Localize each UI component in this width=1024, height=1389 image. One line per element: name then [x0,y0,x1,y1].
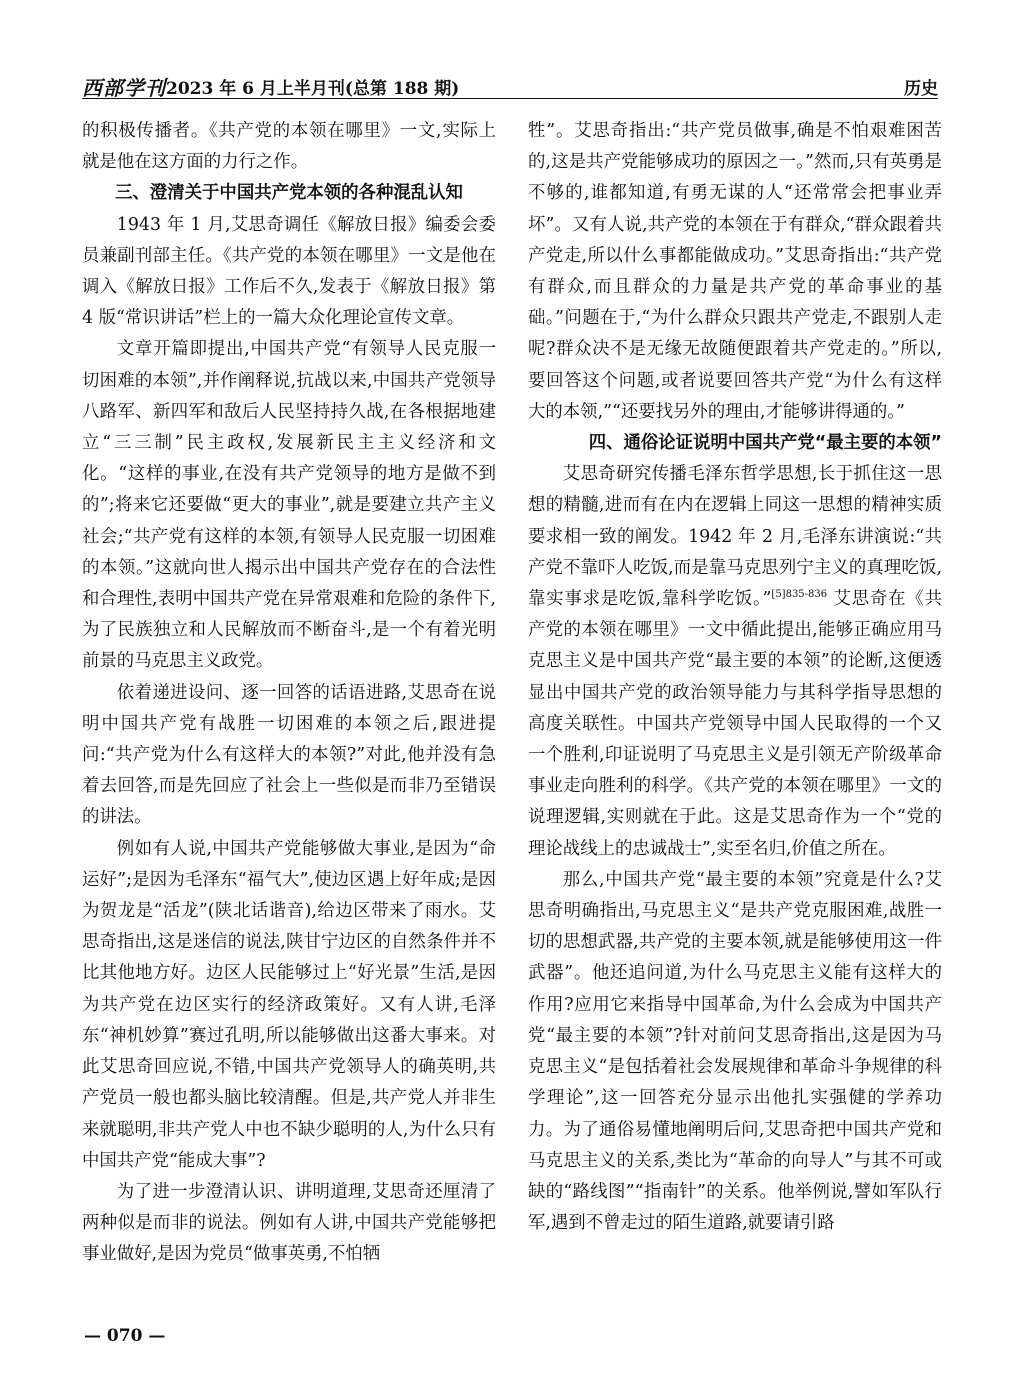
paragraph: 例如有人说,中国共产党能够做大事业,是因为“命运好”;是因为毛泽东“福气大”,使边区遇上好年成;是因为贺龙是“活龙”(陕北话谐音),给边区带来了雨水。艾思奇指出,这是迷信的说法,陕甘宁边区的自然条件并不比其他地方好。边区人民能够过上“好光景”生活,是因为共产党在边区实行的经济政策好。又有人讲,毛泽东“神机妙算”赛过孔明,所以能够做出这番大事来。对此艾思奇回应说,不错,中国共产党领导人的确英明,共产党员一般也都头脑比较清醒。但是,共产党人并非生来就聪明,非共产党人中也不缺少聪明的人,为什么只有中国共产党“能成大事”? [82,838,496,1171]
journal-logo: 西部学刊 [82,76,166,100]
right-column [528,116,942,1326]
paragraph-text: 艾思奇在《共产党的本领在哪里》一文中循此提出,能够正确应用马克思主义是中国共产党“最主要的本领”的论断,这便透显出中国共产党的政治领导能力与其科学指导思想的高度关联性。中国共产党领导中国人民取得的一个又一个胜利,印证说明了马克思主义是引领无产阶级革命事业走向胜利的科学。《共产党的本领在哪里》一文的说理逻辑,实则就在于此。这是艾思奇作为一个“党的理论战线上的忠诚战士”,实至名归,价值之所在。 [528,589,942,859]
paragraph: 依着递进设问、逐一回答的话语进路,艾思奇在说明中国共产党有战胜一切困难的本领之后,跟进提问:“共产党为什么有这样大的本领?”对此,他并没有急着去回答,而是先回应了社会上一些似是而非乃至错误的讲法。 [82,682,496,828]
section-heading: 三、澄清关于中国共产党本领的各种混乱认知 [115,183,463,204]
left-column [82,116,496,1326]
paragraph-text: 艾思奇研究传播毛泽东哲学思想,长于抓住这一思想的精髓,进而有在内在逻辑上同这一思想的精神实质要求相一致的阐发。1942 年 2 月,毛泽东讲演说:“共产党不靠吓人吃饭,而是靠马克思列宁主义的真理吃饭,靠实事求是吃饭,靠科学吃饭。” [528,464,942,610]
issue-info: 2023 年 6 月上半月刊(总第 188 期) [166,79,460,99]
page-number: — 070 — [84,1326,166,1346]
paragraph: 牲”。艾思奇指出:“共产党员做事,确是不怕艰难困苦的,这是共产党能够成功的原因之一。”然而,只有英勇是不够的,谁都知道,有勇无谋的人“还常常会把事业弄坏”。又有人说,共产党的本领在于有群众,“群众跟着共产党走,所以什么事都能做成功。”艾思奇指出:“共产党有群众,而且群众的力量是共产党的革命事业的基础。”问题在于,“为什么群众只跟共产党走,不跟别人走呢?群众决不是无缘无故随便跟着共产党走的。”所以,要回答这个问题,或者说要回答共产党“为什么有这样大的本领,”“还要找另外的理由,才能够讲得通的。” [528,121,942,422]
paragraph [528,459,942,865]
paragraph: 为了进一步澄清认识、讲明道理,艾思奇还厘清了两种似是而非的说法。例如有人讲,中国共产党能够把事业做好,是因为党员“做事英勇,不怕牺 [82,1181,496,1265]
paragraph: 的积极传播者。《共产党的本领在哪里》一文,实际上就是他在这方面的力行之作。 [82,121,496,173]
running-header [82,70,938,100]
paragraph: 文章开篇即提出,中国共产党“有领导人民克服一切困难的本领”,并作阐释说,抗战以来,中国共产党领导八路军、新四军和敌后人民坚持持久战,在各根据地建立“三三制”民主政权,发展新民主主义经济和文化。“这样的事业,在没有共产党领导的地方是做不到的”;将来它还要做“更大的事业”,就是要建立共产主义社会;“共产党有这样的本领,有领导人民克服一切困难的本领。”这就向世人揭示出中国共产党存在的合法性和合理性,表明中国共产党在异常艰难和危险的条件下,为了民族独立和人民解放而不断奋斗,是一个有着光明前景的马克思主义政党。 [82,339,496,672]
header-rule [82,98,938,99]
section-label: 历史 [904,79,938,99]
paragraph: 1943 年 1 月,艾思奇调任《解放日报》编委会委员兼副刊部主任。《共产党的本领在哪里》一文是他在调入《解放日报》工作后不久,发表于《解放日报》第 4 版“常识讲话”栏上的一篇大众化理论宣传文章。 [82,214,496,329]
paragraph: 那么,中国共产党“最主要的本领”究竟是什么?艾思奇明确指出,马克思主义“是共产党克服困难,战胜一切的思想武器,共产党的主要本领,就是能够使用这一件武器”。他还追问道,为什么马克思主义能有这样大的作用?应用它来指导中国革命,为什么会成为中国共产党“最主要的本领”?针对前问艾思奇指出,这是因为马克思主义“是包括着社会发展规律和革命斗争规律的科学理论”,这一回答充分显示出他扎实强健的学养功力。为了通俗易懂地阐明后问,艾思奇把中国共产党和马克思主义的关系,类比为“革命的向导人”与其不可或缺的“路线图”“指南针”的关系。他举例说,譬如军队行军,遇到不曾走过的陌生道路,就要请引路 [528,869,942,1234]
citation: [5]835-836 [771,589,828,601]
section-heading: 四、通俗论证说明中国共产党“最主要的本领” [588,433,942,454]
